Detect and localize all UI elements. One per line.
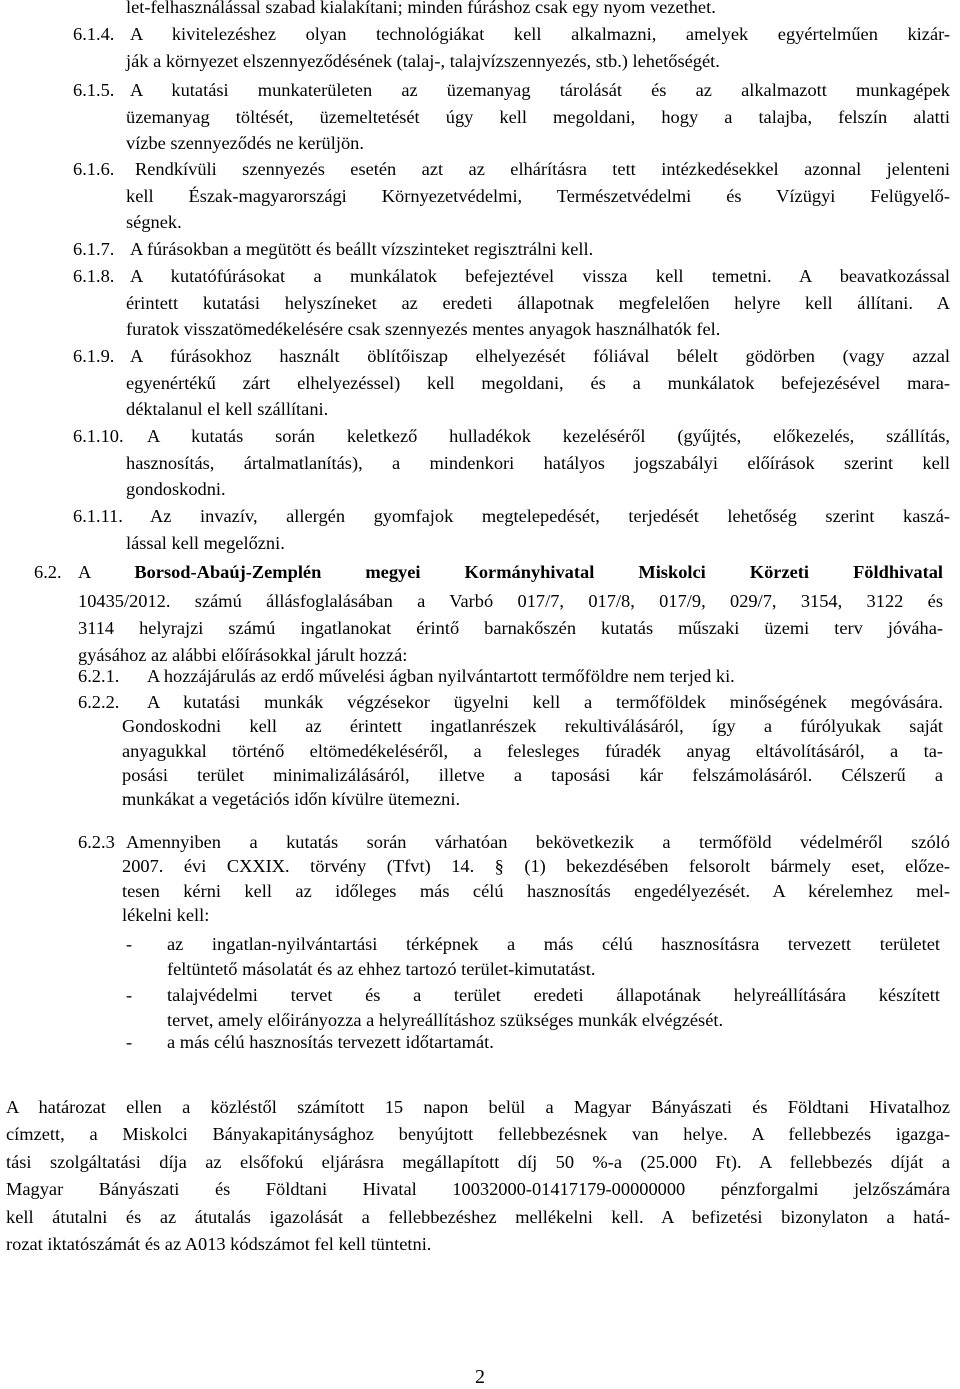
section-prefix: A [78, 562, 91, 582]
subitem-text-line: A hozzájárulás az erdő művelési ágban nyilvántartott termőföldre nem terjed ki. [147, 666, 735, 686]
item-text-line: A kutatás során keletkező hulladékok kezeléséről (gyűjtés, előkezelés, szállítás, [147, 426, 950, 446]
item-text-line: A kivitelezéshez olyan technológiákat kell alkalmazni, amelyek egyértelműen kizár- [130, 24, 950, 44]
item-number: 6.1.9. [73, 346, 115, 366]
item-text-line: üzemanyag töltését, üzemeltetését úgy kell megoldani, hogy a talajba, felszín alatti [126, 106, 950, 127]
bullet-dash: - [126, 934, 133, 954]
section-number: 6.2. [34, 562, 62, 582]
item-number: 6.1.6. [73, 159, 115, 179]
item-number: 6.1.4. [73, 24, 115, 44]
item-number: 6.1.8. [73, 266, 115, 286]
subitem-text-line: posási terület minimalizálásáról, illetve a taposási kár felszámolásáról. Célszerű a [122, 764, 943, 785]
bullet-text-line: feltüntető másolatát és az ehhez tartozó terület-kimutatást. [167, 958, 596, 979]
subitem-text-line: lékelni kell: [122, 904, 210, 925]
item-text-line: A fúrásokhoz használt öblítőiszap elhelyezését fóliával bélelt gödörben (vagy azzal [130, 346, 950, 366]
bullet-text-line: a más célú hasznosítás tervezett időtartamát. [167, 1032, 494, 1052]
item-text-line: A kutatófúrásokat a munkálatok befejeztével vissza kell temetni. A beavatkozással [130, 266, 950, 286]
closing-paragraph-line: kell átutalni és az átutalás igazolását a fellebbezéshez mellékelni kell. A befizetési bizonylaton a hatá- [6, 1206, 950, 1227]
bullet-text-line: tervet, amely előirányozza a helyreállításhoz szükséges munkák elvégzését. [167, 1009, 724, 1030]
item-number: 6.1.5. [73, 80, 115, 100]
bullet-text-line: talajvédelmi tervet és a terület eredeti állapotának helyreállítására készített [167, 985, 940, 1005]
section-text-line: 3114 helyrajzi számú ingatlanokat érintő barnakőszén kutatás műszaki üzemi terv jóváha- [78, 618, 943, 638]
item-text-line: Az invazív, allergén gyomfajok megtelepedését, terjedését lehetőség szerint kaszá- [150, 506, 950, 526]
bullet-dash: - [126, 1032, 133, 1052]
item-text-line: A fúrásokban a megütött és beállt vízszinteket regisztrálni kell. [130, 239, 594, 259]
item-number: 6.1.11. [73, 506, 123, 526]
subitem-text-line: A kutatási munkák végzésekor ügyelni kell a termőföldek minőségének megóvására. [147, 692, 943, 712]
section-heading-line [78, 560, 943, 584]
closing-paragraph-line: címzett, a Miskolci Bányakapitánysághoz benyújtott fellebbezésnek van helye. A fellebbezés igazga- [6, 1124, 950, 1145]
subitem-number: 6.2.2. [78, 692, 120, 712]
subitem-text-line: Gondoskodni kell az érintett ingatlanrészek rekultiválásáról, így a fúrólyukak saját [122, 716, 943, 737]
item-text-line: gondoskodni. [126, 479, 226, 500]
closing-paragraph-line: rozat iktatószámát és az A013 kódszámot fel kell tüntetni. [6, 1234, 432, 1254]
subitem-text-line: tesen kérni kell az időleges más célú hasznosítás engedélyezését. A kérelemhez mel- [122, 880, 950, 901]
item-text-line: Rendkívüli szennyezés esetén azt az elhárításra tett intézkedésekkel azonnal jelenteni [135, 159, 950, 179]
authority-name: Borsod-Abaúj-Zemplén megyei Kormányhivatal Miskolci Körzeti Földhivatal [134, 562, 943, 582]
item-text-line: ják a környezet elszennyeződésének (talaj-, talajvízszennyezés, stb.) lehetőségét. [126, 50, 720, 71]
subitem-number: 6.2.1. [78, 666, 120, 686]
bullet-dash: - [126, 985, 133, 1005]
item-text-line: lással kell megelőzni. [126, 532, 285, 553]
closing-paragraph-line: Magyar Bányászati és Földtani Hivatal 10032000-01417179-00000000 pénzforgalmi jelzőszámára [6, 1179, 950, 1200]
section-text-line: 10435/2012. számú állásfoglalásában a Varbó 017/7, 017/8, 017/9, 029/7, 3154, 3122 és [78, 591, 943, 611]
closing-paragraph-line: tási szolgáltatási díja az elsőfokú eljárásra megállapított díj 50 %-a (25.000 Ft). A fellebbezés díját a [6, 1151, 950, 1172]
item-number: 6.1.10. [73, 426, 124, 446]
item-text-line: érintett kutatási helyszíneket az eredeti állapotnak megfelelően helyre kell állítani. A [126, 292, 950, 313]
closing-paragraph-line: A határozat ellen a közléstől számított 15 napon belül a Magyar Bányászati és Földtani Hivatalhoz [6, 1097, 950, 1117]
item-text-line: ségnek. [126, 212, 182, 233]
item-number: 6.1.7. [73, 239, 115, 259]
item-text-line: vízbe szennyeződés ne kerüljön. [126, 133, 364, 154]
subitem-text-line: 2007. évi CXXIX. törvény (Tfvt) 14. § (1) bekezdésében felsorolt bármely eset, előze- [122, 856, 950, 877]
item-text-line: kell Észak-magyarországi Környezetvédelmi, Természetvédelmi és Vízügyi Felügyelő- [126, 185, 950, 206]
subitem-text-line: anyagukkal történő eltömedékeléséről, a felesleges fúradék anyag eltávolításáról, a ta- [122, 740, 943, 761]
item-text-line: furatok visszatömedékelésére csak szennyezés mentes anyagok használhatók fel. [126, 319, 721, 340]
item-text-line: egyenértékű zárt elhelyezéssel) kell megoldani, és a munkálatok befejezésével mara- [126, 372, 950, 393]
subitem-text-line: Amennyiben a kutatás során várhatóan bekövetkezik a termőföld védelméről szóló [126, 832, 950, 852]
subitem-text-line: munkákat a vegetációs időn kívülre ütemezni. [122, 789, 461, 810]
item-text-line: A kutatási munkaterületen az üzemanyag tárolását és az alkalmazott munkagépek [130, 80, 950, 100]
item-text-line: déktalanul el kell szállítani. [126, 399, 329, 420]
item-text-line: hasznosítás, ártalmatlanítás), a mindenkori hatályos jogszabályi előírások szerint kell [126, 452, 950, 473]
page-number: 2 [475, 1366, 485, 1388]
subitem-number: 6.2.3 [78, 832, 115, 852]
top-fragment-line: let-felhasználással szabad kialakítani; minden fúráshoz csak egy nyom vezethet. [126, 0, 716, 17]
section-text-line: gyásához az alábbi előírásokkal járult hozzá: [78, 645, 408, 665]
bullet-text-line: az ingatlan-nyilvántartási térképnek a más célú hasznosításra tervezett területet [167, 934, 940, 954]
